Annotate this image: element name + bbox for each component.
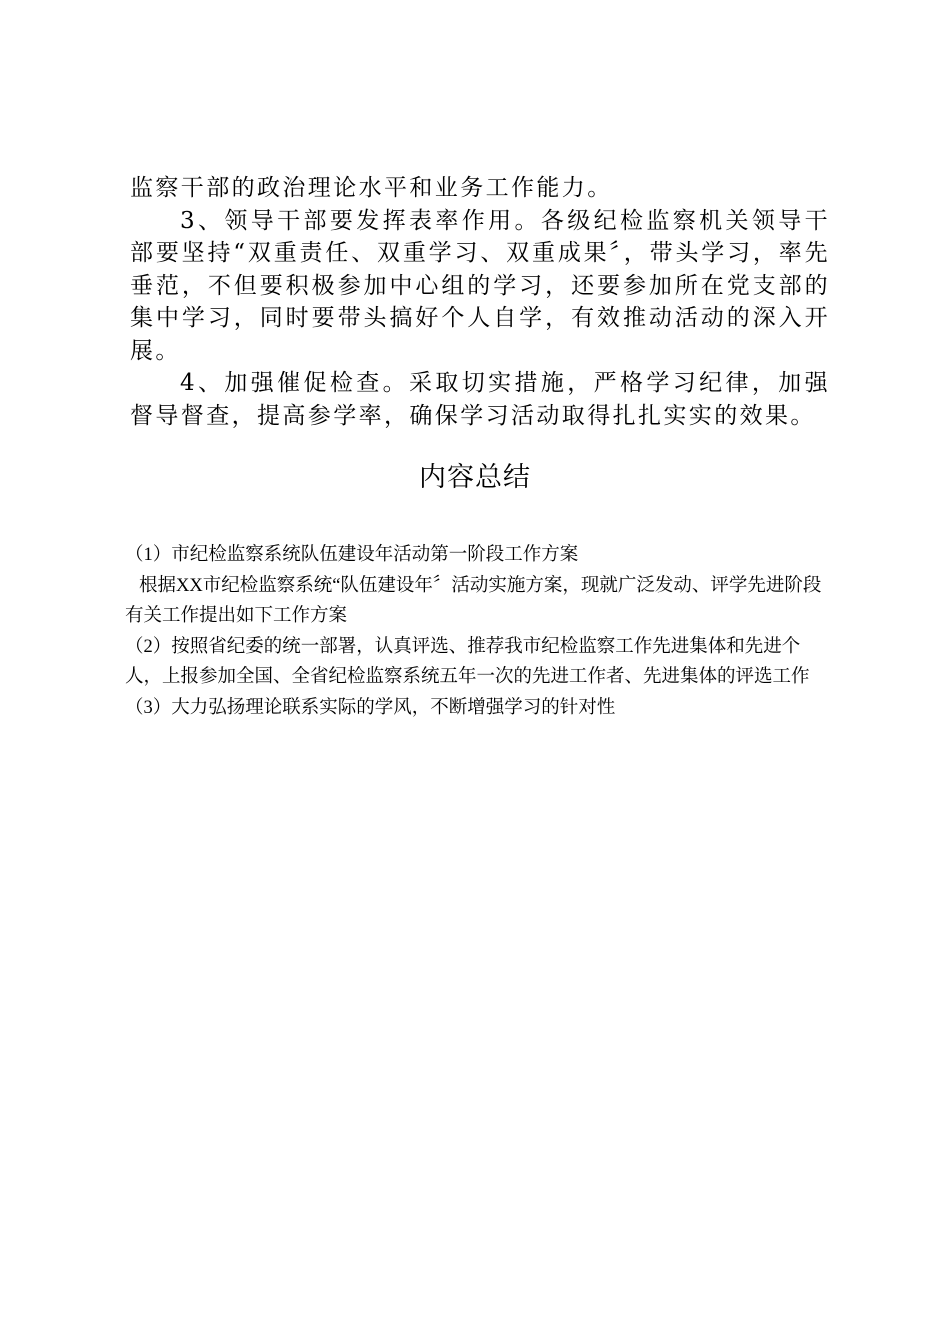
body-paragraph-continuation: 监察干部的政治理论水平和业务工作能力。 bbox=[130, 175, 613, 201]
body-text bbox=[130, 172, 830, 432]
summary-item-3: （3）大力弘扬理论联系实际的学风，不断增强学习的针对性 bbox=[125, 697, 616, 718]
summary-section bbox=[125, 540, 837, 723]
body-paragraph-item-4: 4、加强催促检查。采取切实措施，严格学习纪律，加强督导督查，提高参学率，确保学习活动取得扎扎实实的效果。 bbox=[130, 370, 830, 429]
summary-item-1: （1）市纪检监察系统队伍建设年活动第一阶段工作方案 bbox=[125, 545, 579, 565]
summary-item-2: （2）按照省纪委的统一部署，认真评选、推荐我市纪检监察工作先进集体和先进个人，上报参加全国、全省纪检监察系统五年一次的先进工作者、先进集体的评选工作 bbox=[125, 636, 810, 687]
summary-title: 内容总结 bbox=[419, 462, 531, 493]
body-paragraph-item-3: 3、领导干部要发挥表率作用。各级纪检监察机关领导干部要坚持“双重责任、双重学习、双重成果〞，带头学习，率先垂范，不但要积极参加中心组的学习，还要参加所在党支部的集中学习，同时要带头搞好个人自学，有效推动活动的深入开展。 bbox=[130, 207, 830, 364]
summary-item-1-detail: 根据XX市纪检监察系统“队伍建设年〞活动实施方案，现就广泛发动、评学先进阶段有关工作提出如下工作方案 bbox=[125, 575, 822, 626]
